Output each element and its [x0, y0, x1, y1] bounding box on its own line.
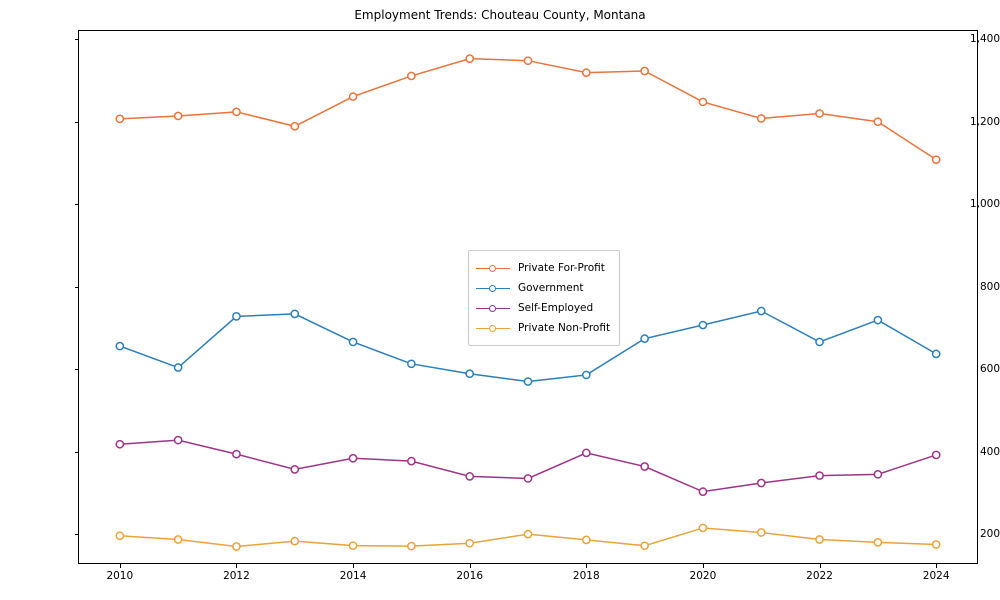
data-point-marker	[175, 536, 182, 543]
data-point-marker	[758, 529, 765, 536]
x-axis-tick-label: 2014	[339, 570, 367, 582]
x-axis-tick-label: 2010	[106, 570, 134, 582]
legend-item[interactable]	[476, 258, 610, 278]
data-point-marker	[175, 112, 182, 119]
data-point-marker	[816, 338, 823, 345]
y-axis-tick-label: 800	[979, 280, 1000, 293]
data-point-marker	[408, 360, 415, 367]
legend-label: Private Non-Profit	[518, 322, 611, 334]
y-axis-tick-label: 400	[979, 445, 1000, 458]
legend-swatch	[476, 322, 510, 334]
data-point-marker	[408, 458, 415, 465]
data-point-marker	[641, 67, 648, 74]
x-axis-tick-label: 2016	[456, 570, 484, 582]
legend-marker-icon	[489, 325, 496, 332]
x-axis-tick-mark	[120, 564, 121, 568]
data-point-marker	[466, 540, 473, 547]
y-axis-tick-label: 1,000	[969, 198, 1000, 211]
data-point-marker	[699, 98, 706, 105]
data-point-marker	[291, 123, 298, 130]
data-point-marker	[583, 371, 590, 378]
data-point-marker	[291, 538, 298, 545]
data-point-marker	[349, 542, 356, 549]
x-axis-tick-mark	[820, 564, 821, 568]
data-point-marker	[233, 313, 240, 320]
legend-label: Government	[518, 282, 584, 294]
legend-swatch	[476, 262, 510, 274]
x-axis-tick-mark	[586, 564, 587, 568]
data-point-marker	[524, 531, 531, 538]
data-point-marker	[874, 118, 881, 125]
data-point-marker	[758, 307, 765, 314]
series-line	[120, 59, 936, 160]
data-point-marker	[816, 110, 823, 117]
chart-legend	[468, 250, 620, 346]
legend-swatch	[476, 302, 510, 314]
data-point-marker	[291, 310, 298, 317]
x-axis-tick-mark	[470, 564, 471, 568]
data-point-marker	[408, 72, 415, 79]
data-point-marker	[349, 338, 356, 345]
data-point-marker	[116, 532, 123, 539]
data-point-marker	[699, 524, 706, 531]
data-point-marker	[116, 115, 123, 122]
data-point-marker	[874, 471, 881, 478]
legend-item[interactable]	[476, 318, 610, 338]
data-point-marker	[291, 466, 298, 473]
y-axis-tick-label: 1,400	[969, 33, 1000, 46]
data-point-marker	[641, 463, 648, 470]
x-axis-tick-mark	[236, 564, 237, 568]
y-axis-tick-label: 200	[979, 528, 1000, 541]
data-point-marker	[758, 479, 765, 486]
data-point-marker	[524, 378, 531, 385]
x-axis-tick-label: 2012	[223, 570, 250, 582]
x-axis-tick-mark	[936, 564, 937, 568]
data-point-marker	[583, 536, 590, 543]
x-axis-tick-label: 2024	[922, 570, 950, 582]
data-point-marker	[874, 539, 881, 546]
data-point-marker	[233, 543, 240, 550]
data-point-marker	[758, 115, 765, 122]
data-point-marker	[699, 488, 706, 495]
data-point-marker	[349, 93, 356, 100]
legend-item[interactable]	[476, 278, 610, 298]
data-point-marker	[933, 156, 940, 163]
data-point-marker	[466, 473, 473, 480]
data-point-marker	[466, 55, 473, 62]
data-point-marker	[175, 364, 182, 371]
legend-item[interactable]	[476, 298, 610, 318]
legend-label: Self-Employed	[518, 302, 594, 314]
data-point-marker	[233, 108, 240, 115]
series-group	[116, 55, 940, 163]
data-point-marker	[933, 350, 940, 357]
chart-title: Employment Trends: Chouteau County, Montana	[354, 8, 646, 22]
data-point-marker	[874, 316, 881, 323]
data-point-marker	[408, 542, 415, 549]
data-point-marker	[699, 321, 706, 328]
data-point-marker	[175, 437, 182, 444]
y-axis-tick-label: 1,200	[969, 115, 1000, 128]
data-point-marker	[641, 335, 648, 342]
legend-label: Private For-Profit	[518, 262, 605, 274]
legend-marker-icon	[489, 285, 496, 292]
y-axis-tick-label: 600	[979, 363, 1000, 376]
legend-marker-icon	[489, 305, 496, 312]
data-point-marker	[933, 451, 940, 458]
data-point-marker	[641, 542, 648, 549]
data-point-marker	[466, 370, 473, 377]
series-line	[120, 440, 936, 492]
x-axis-tick-label: 2022	[806, 570, 833, 582]
legend-swatch	[476, 282, 510, 294]
x-axis-tick-label: 2018	[572, 570, 600, 582]
x-axis-tick-mark	[703, 564, 704, 568]
data-point-marker	[116, 342, 123, 349]
data-point-marker	[524, 475, 531, 482]
data-point-marker	[233, 451, 240, 458]
data-point-marker	[816, 472, 823, 479]
x-axis-tick-label: 2020	[689, 570, 717, 582]
data-point-marker	[349, 455, 356, 462]
x-axis-tick-mark	[353, 564, 354, 568]
data-point-marker	[524, 57, 531, 64]
data-point-marker	[816, 536, 823, 543]
data-point-marker	[933, 541, 940, 548]
data-point-marker	[583, 69, 590, 76]
data-point-marker	[116, 441, 123, 448]
series-group	[116, 524, 940, 550]
data-point-marker	[583, 449, 590, 456]
series-group	[116, 437, 940, 496]
legend-marker-icon	[489, 265, 496, 272]
